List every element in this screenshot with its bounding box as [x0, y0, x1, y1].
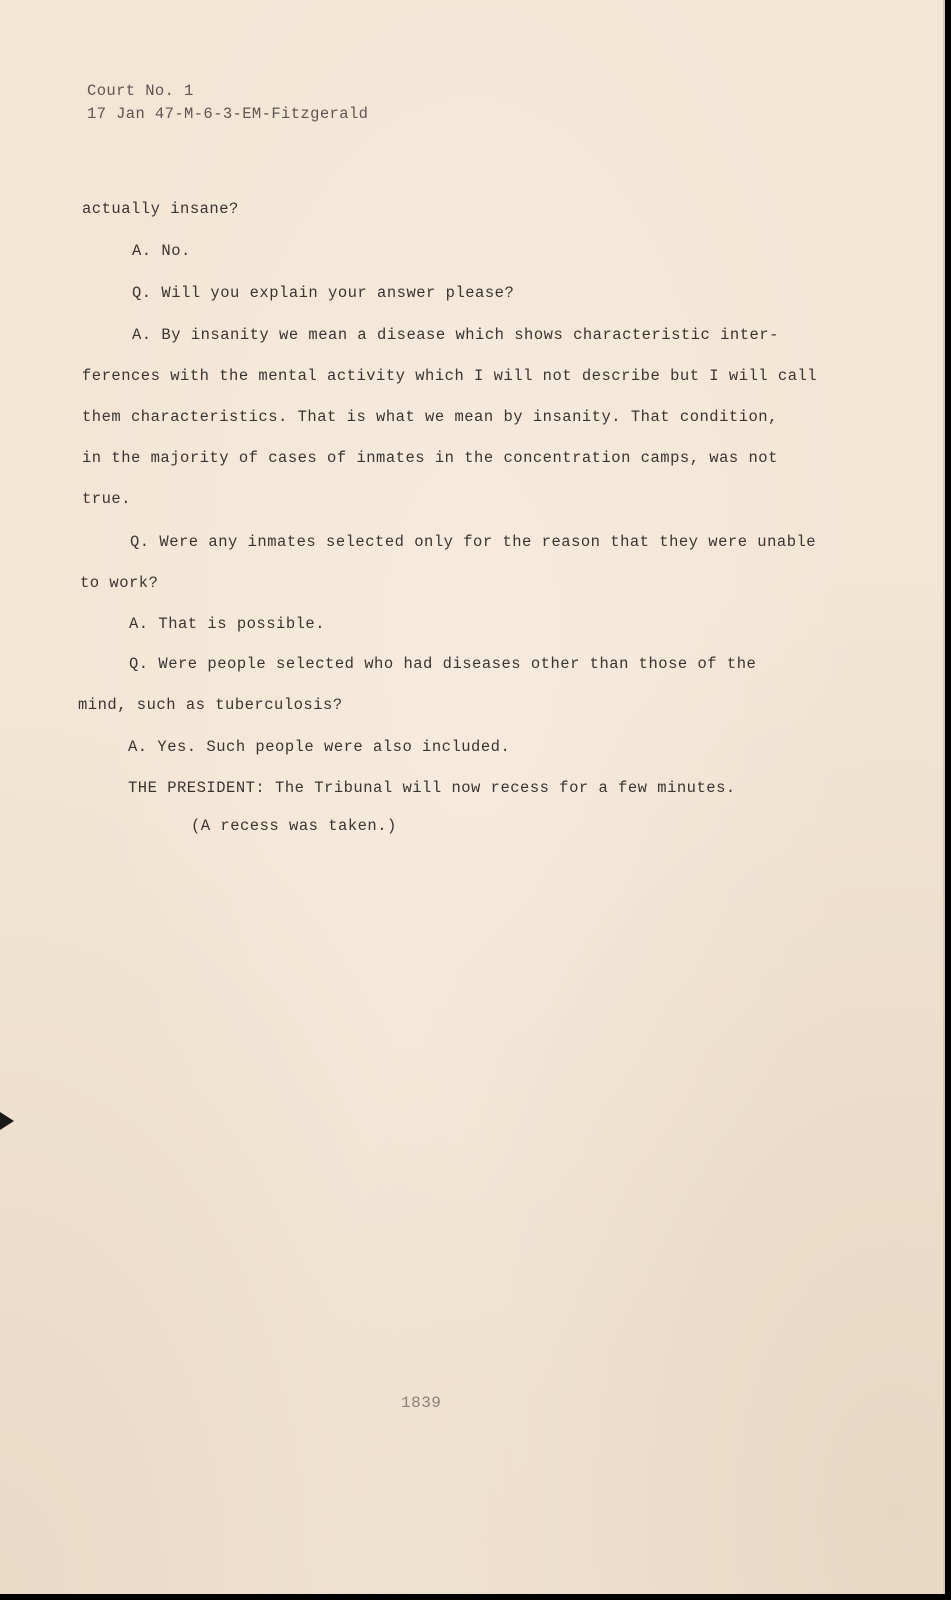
transcript-line: mind, such as tuberculosis?	[78, 696, 343, 714]
transcript-line: Q. Will you explain your answer please?	[132, 284, 515, 302]
transcript-line: A. Yes. Such people were also included.	[128, 738, 511, 756]
session-reference: 17 Jan 47-M-6-3-EM-Fitzgerald	[87, 105, 369, 123]
page-number: 1839	[401, 1394, 442, 1412]
transcript-line: A. That is possible.	[129, 615, 326, 633]
transcript-line: ferences with the mental activity which I will not describe but I will call	[82, 367, 818, 385]
transcript-line: Q. Were people selected who had diseases other than those of the	[129, 655, 757, 673]
transcript-line: true.	[82, 490, 132, 508]
transcript-line: THE PRESIDENT: The Tribunal will now recess for a few minutes.	[128, 779, 736, 797]
court-number: Court No. 1	[87, 82, 194, 100]
transcript-line: to work?	[80, 574, 159, 592]
transcript-line: them characteristics. That is what we mean by insanity. That condition,	[82, 408, 778, 426]
document-header	[87, 80, 368, 126]
transcript-line: A. No.	[132, 242, 191, 260]
transcript-line: actually insane?	[82, 200, 239, 218]
transcript-line: A. By insanity we mean a disease which shows characteristic inter-	[132, 326, 779, 344]
transcript-line: in the majority of cases of inmates in the concentration camps, was not	[82, 449, 778, 467]
transcript-line: (A recess was taken.)	[191, 817, 397, 835]
binding-clip-mark	[0, 1112, 14, 1130]
transcript-line: Q. Were any inmates selected only for the reason that they were unable	[130, 533, 817, 551]
